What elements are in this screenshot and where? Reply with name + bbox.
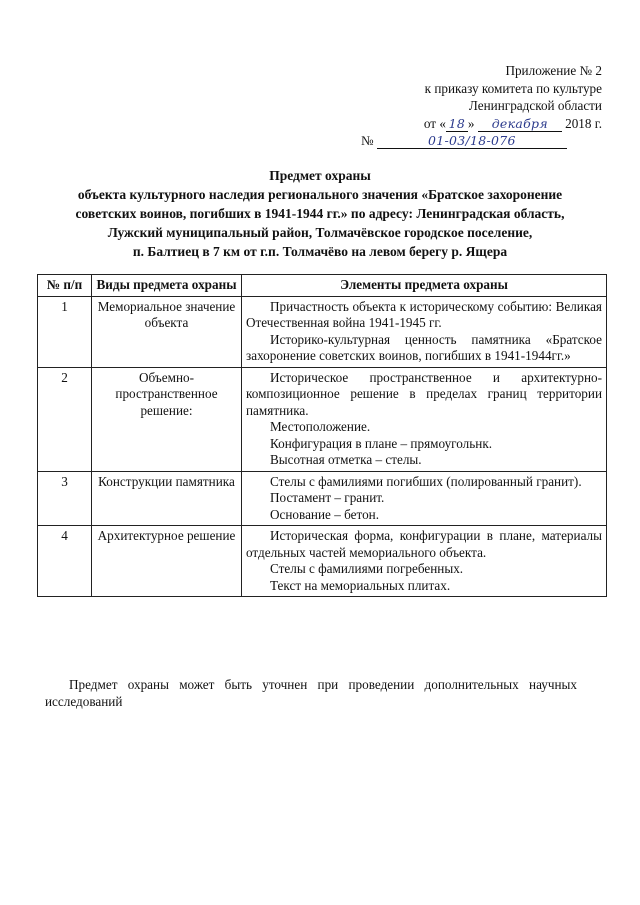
appendix-date <box>302 115 602 133</box>
element-text: Историческая форма, конфигурации в плане, материалы отдельных частей мемориального объекта. <box>246 528 602 560</box>
row-num: 2 <box>38 367 92 471</box>
date-year: 2018 г. <box>565 115 602 131</box>
element-text: Местоположение. <box>270 419 371 434</box>
title-line-2: объекта культурного наследия регионального значения «Братское захоронение <box>77 187 563 202</box>
table-row <box>38 367 607 471</box>
element-text: Постамент – гранит. <box>270 490 385 505</box>
number-prefix: № <box>361 133 374 148</box>
table-row <box>38 526 607 597</box>
row-kind: Объемно-пространственное решение: <box>92 367 242 471</box>
document-title <box>30 166 610 261</box>
appendix-number <box>302 132 602 150</box>
row-elements <box>242 296 607 367</box>
title-line-5: п. Балтиец в 7 км от г.п. Толмачёво на левом берегу р. Ящера <box>132 244 508 259</box>
appendix-header <box>302 62 602 150</box>
footnote: Предмет охраны может быть уточнен при проведении дополнительных научных исследований <box>45 677 577 709</box>
appendix-order-ref: к приказу комитета по культуре <box>424 80 602 96</box>
appendix-title: Приложение № 2 <box>505 63 602 78</box>
table-header-row <box>38 275 607 297</box>
date-prefix: от « <box>423 115 446 131</box>
handwritten-month: декабря <box>478 117 562 132</box>
handwritten-number: 01-03/18-076 <box>377 134 567 149</box>
table-row <box>38 296 607 367</box>
row-num: 3 <box>38 471 92 526</box>
header-num: № п/п <box>38 275 92 297</box>
title-line-4: Лужский муниципальный район, Толмачёвское городское поселение, <box>107 225 533 240</box>
row-kind: Мемориальное значение объекта <box>92 296 242 367</box>
element-text: Основание – бетон. <box>270 506 380 522</box>
row-kind: Архитектурное решение <box>92 526 242 597</box>
header-kind: Виды предмета охраны <box>92 275 242 297</box>
protection-table <box>37 274 607 597</box>
element-text: Высотная отметка – стелы. <box>270 452 422 467</box>
element-text: Стелы с фамилиями погребенных. <box>270 561 464 576</box>
row-elements <box>242 526 607 597</box>
element-text: Стелы с фамилиями погибших (полированный гранит). <box>270 473 582 489</box>
handwritten-day: 18 <box>446 117 468 132</box>
element-text: Причастность объекта к историческому событию: Великая Отечественная война 1941-1945 гг. <box>246 298 602 330</box>
header-elements: Элементы предмета охраны <box>242 275 607 297</box>
element-text: Историческое пространственное и архитектурно-композиционное решение в пределах границ территории памятника. <box>246 369 602 418</box>
row-num: 1 <box>38 296 92 367</box>
table-row <box>38 471 607 526</box>
appendix-region: Ленинградской области <box>468 98 602 113</box>
element-text: Конфигурация в плане – прямоугольнк. <box>270 435 493 451</box>
row-elements <box>242 471 607 526</box>
element-text: Историко-культурная ценность памятника «Братское захоронение советских воинов, погибших в 1941-1944гг.» <box>246 331 602 363</box>
date-mid: » <box>467 115 475 131</box>
row-elements <box>242 367 607 471</box>
row-num: 4 <box>38 526 92 597</box>
title-heading: Предмет охраны <box>269 168 371 183</box>
element-text: Текст на мемориальных плитах. <box>270 577 451 593</box>
title-line-3: советских воинов, погибших в 1941-1944 гг.» по адресу: Ленинградская область, <box>75 206 565 221</box>
row-kind: Конструкции памятника <box>92 471 242 526</box>
